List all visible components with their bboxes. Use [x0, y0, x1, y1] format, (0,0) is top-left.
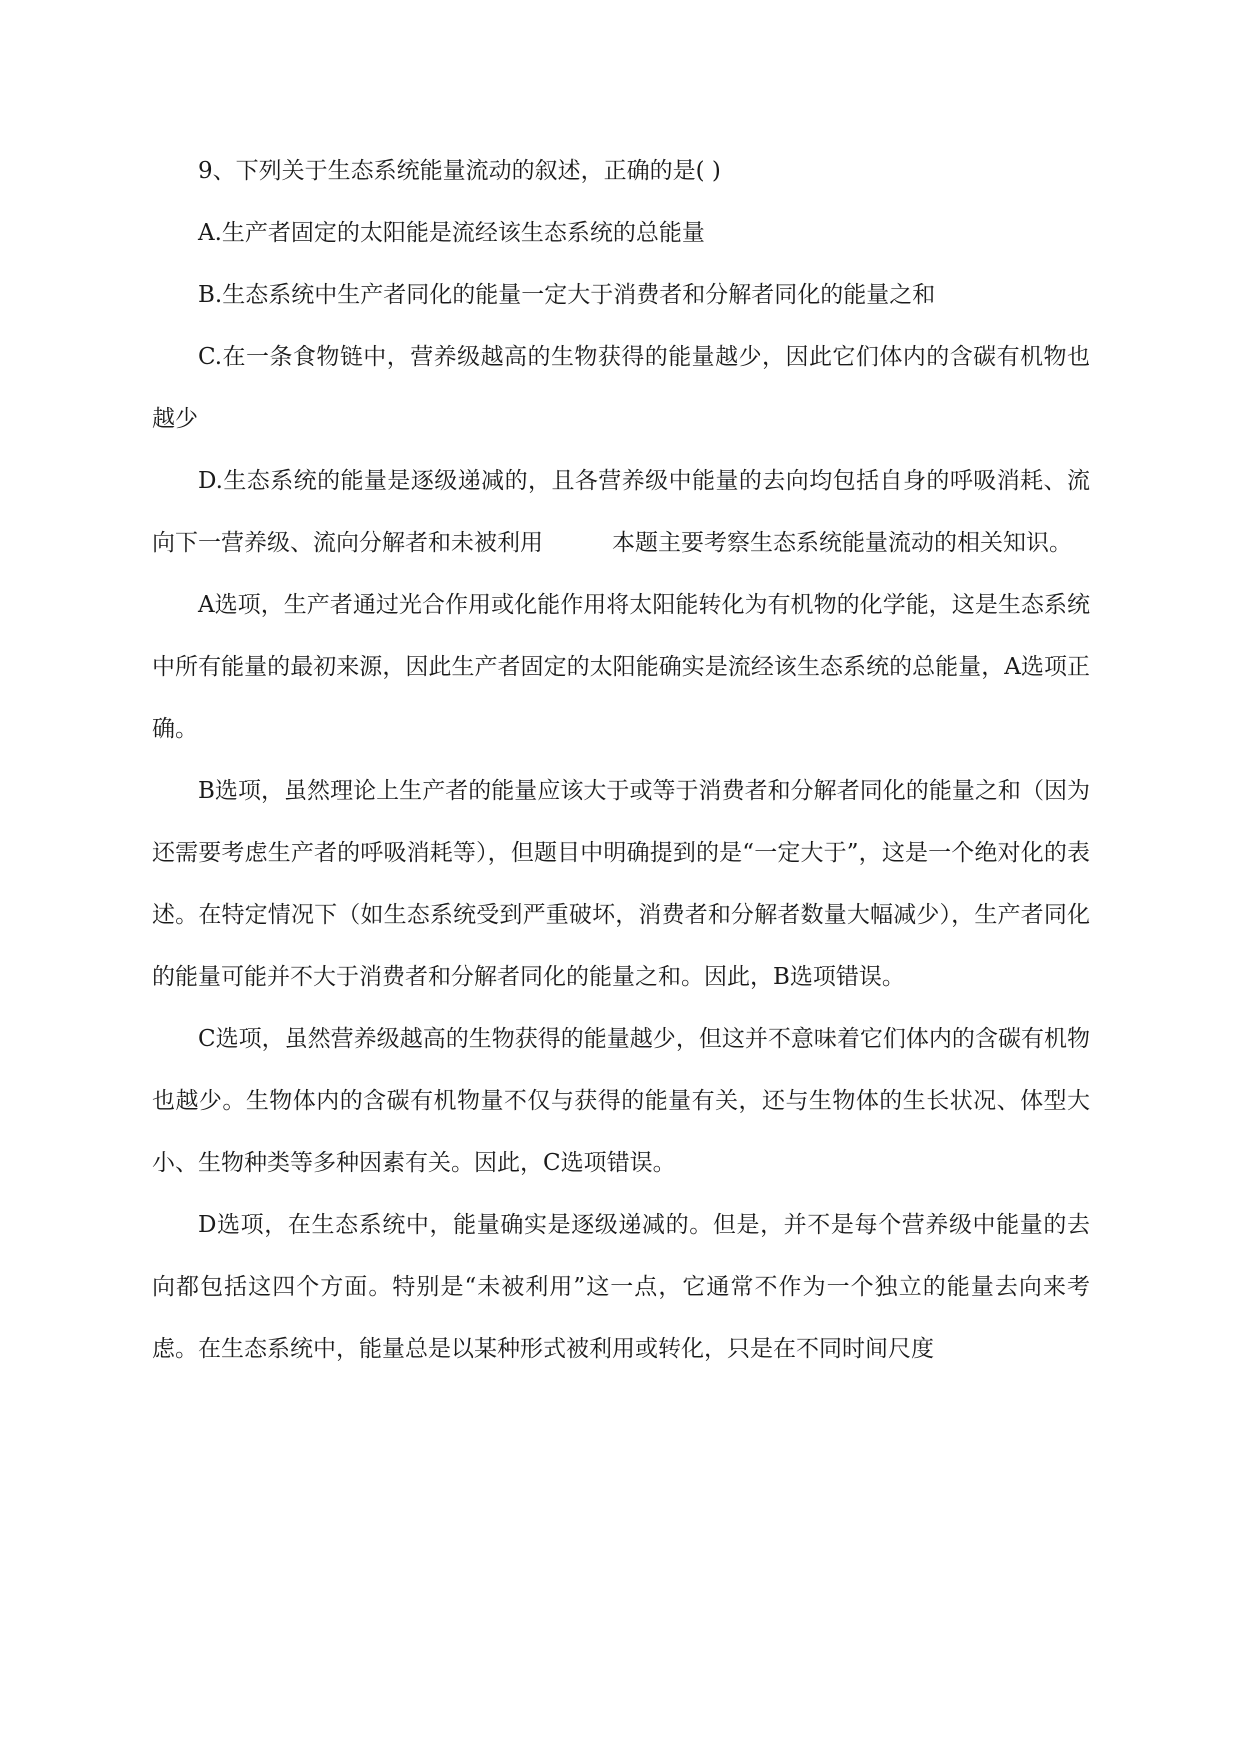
- document-body: [152, 140, 1090, 1380]
- option-b: B.生态系统中生产者同化的能量一定大于消费者和分解者同化的能量之和: [198, 282, 936, 308]
- option-a: A.生产者固定的太阳能是流经该生态系统的总能量: [198, 220, 705, 246]
- analysis-b: B选项，虽然理论上生产者的能量应该大于或等于消费者和分解者同化的能量之和（因为还需要考虑生产者的呼吸消耗等），但题目中明确提到的是“一定大于”，这是一个绝对化的表述。在特定情况下（如生态系统受到严重破坏，消费者和分解者数量大幅减少），生产者同化的能量可能并不大于消费者和分解者同化的能量之和。因此，B选项错误。: [152, 778, 1090, 990]
- analysis-d: D选项，在生态系统中，能量确实是逐级递减的。但是，并不是每个营养级中能量的去向都包括这四个方面。特别是“未被利用”这一点，它通常不作为一个独立的能量去向来考虑。在生态系统中，能量总是以某种形式被利用或转化，只是在不同时间尺度: [152, 1212, 1090, 1362]
- option-c: C.在一条食物链中，营养级越高的生物获得的能量越少，因此它们体内的含碳有机物也越少: [152, 344, 1090, 432]
- question-stem: 9、下列关于生态系统能量流动的叙述，正确的是( ): [198, 158, 721, 184]
- analysis-a: A选项，生产者通过光合作用或化能作用将太阳能转化为有机物的化学能，这是生态系统中所有能量的最初来源，因此生产者固定的太阳能确实是流经该生态系统的总能量，A选项正确。: [152, 592, 1090, 742]
- analysis-c: C选项，虽然营养级越高的生物获得的能量越少，但这并不意味着它们体内的含碳有机物也越少。生物体内的含碳有机物量不仅与获得的能量有关，还与生物体的生长状况、体型大小、生物种类等多种因素有关。因此，C选项错误。: [152, 1026, 1090, 1176]
- option-d: D.生态系统的能量是逐级递减的，且各营养级中能量的去向均包括自身的呼吸消耗、流向下一营养级、流向分解者和未被利用 本题主要考察生态系统能量流动的相关知识。: [152, 468, 1090, 556]
